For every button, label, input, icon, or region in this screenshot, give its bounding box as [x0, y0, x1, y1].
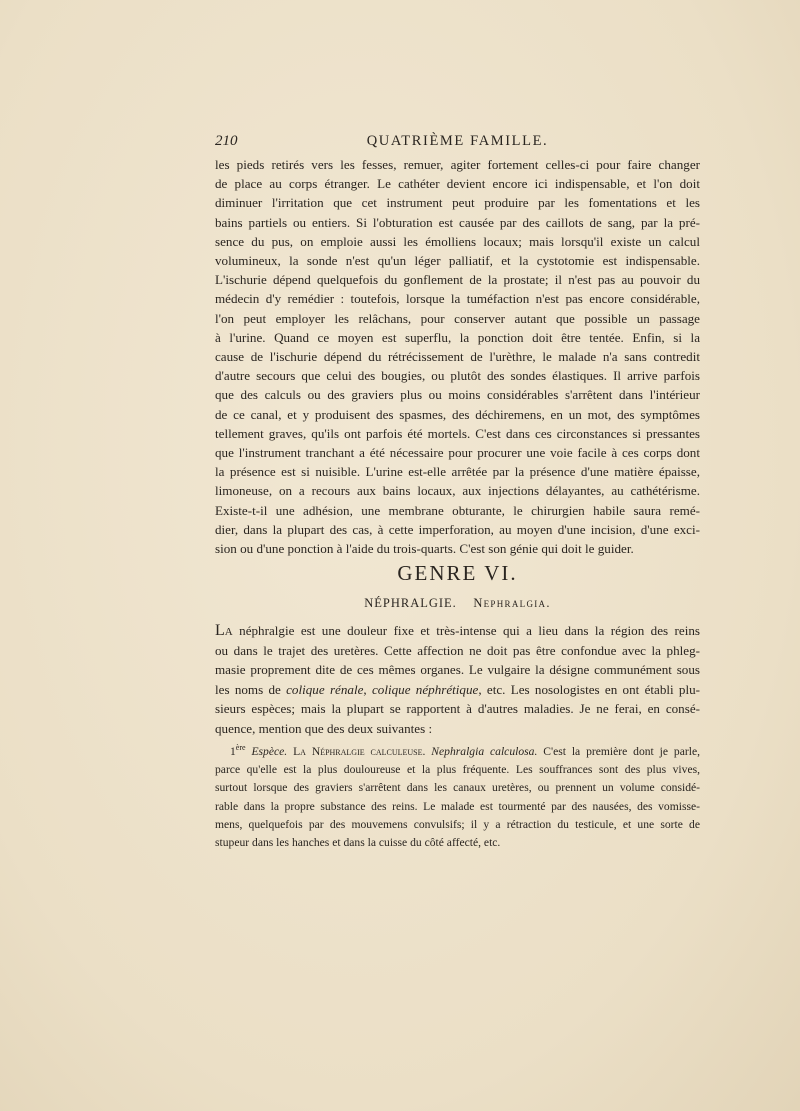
- text-line: limoneuse, on a recours aux bains locaux, aux injections délayantes, au cathétérisme.: [215, 483, 700, 499]
- text-line: L'ischurie dépend quelquefois du gonflement de la prostate; il n'est pas au pouvoir du: [215, 272, 700, 288]
- genre-subtitle: [215, 596, 700, 611]
- text-line: diminuer l'irritation que cet instrument peut produire par les fomentations et les: [215, 195, 700, 211]
- species-title: La Néphralgie calculeuse.: [287, 744, 426, 758]
- text-line: stupeur dans les hanches et dans la cuisse du côté affecté, etc.: [215, 836, 501, 850]
- text-line: la présence est si nuisible. L'urine est-elle arrêtée par la présence d'une matière épaisse,: [215, 464, 700, 480]
- text-line: tellement graves, qu'ils ont parfois été mortels. C'est dans ces circonstances si pressantes: [215, 425, 700, 441]
- text-line: ou dans le trajet des uretères. Cette affection ne doit pas être confondue avec la phleg-: [215, 642, 700, 658]
- text-line: masie proprement dite de ces mêmes organes. Le vulgaire la désigne communément sous: [215, 662, 700, 678]
- paragraph-nephralgie: [215, 621, 700, 739]
- text-line: de ce canal, et y produisent des spasmes, des déchiremens, en un mot, des symptômes: [215, 406, 700, 422]
- text-line: de place au corps étranger. Le cathéter devient encore ici indispensable, et l'on doit: [215, 176, 700, 192]
- text-line: les noms de colique rénale, colique néphrétique, etc. Les nosologistes en ont établi plu-: [215, 681, 700, 697]
- running-head: QUATRIÈME FAMILLE.: [366, 133, 549, 149]
- text-line: d'autre secours que celui des bougies, ou plutôt des sondes élastiques. Il arrive parfois: [215, 368, 700, 384]
- text-line: surtout lorsque des graviers s'arrêtent dans les canaux uretères, ou prennent un volume considé-: [215, 781, 700, 795]
- page-number: 210: [215, 133, 238, 149]
- text-line: l'on peut employer les relâchans, pour conserver autant que possible un passage: [215, 310, 700, 326]
- paragraph-ischurie: [215, 155, 700, 558]
- text-line: volumineux, la sonde n'est qu'un léger palliatif, et la cystotomie est indispensable.: [215, 253, 700, 269]
- italic-term: colique rénale: [286, 681, 364, 697]
- text-line: mens, quelquefois par des mouvemens convulsifs; il y a rétraction du testicule, et une sorte de: [215, 818, 700, 832]
- text-line: médecin d'y remédier : toutefois, lorsque la tuméfaction n'est pas encore considérable,: [215, 291, 700, 307]
- species-label: Espèce.: [245, 744, 288, 758]
- text-line: rable dans la propre substance des reins. Le malade est tourmenté par des nausées, des vomisse-: [215, 799, 700, 813]
- text-line: bains partiels ou entiers. Si l'obturation est causée par des caillots de sang, par la pré-: [215, 214, 700, 230]
- text-line: 1ère Espèce. La Néphralgie calculeuse. Nephralgia calculosa. C'est la première dont je parle,: [230, 743, 700, 758]
- text-line: que des calculs ou des graviers plus ou moins considérables s'arrêtent dans l'intérieur: [215, 387, 700, 403]
- page-header: [215, 133, 700, 153]
- text-line: parce qu'elle est la plus douloureuse et la plus fréquente. Les souffrances sont des plus vives,: [215, 763, 700, 777]
- text-line: Existe-t-il une adhésion, une membrane obturante, le chirurgien habile saura remé-: [215, 502, 700, 518]
- species-number: 1: [230, 744, 236, 758]
- text-line: à l'urine. Quand ce moyen est superflu, la ponction doit être tentée. Enfin, si la: [215, 329, 700, 345]
- text-line: sieurs espèces; mais la plupart se rapportent à d'autres maladies. Je ne ferai, en consé-: [215, 701, 700, 717]
- genre-title: GENRE VI.: [397, 561, 518, 585]
- text-line: les pieds retirés vers les fesses, remuer, agiter fortement celles-ci pour faire changer: [215, 157, 700, 172]
- text-line: que l'instrument tranchant a été nécessaire pour procurer une voie facile à ces corps dont: [215, 445, 700, 461]
- italic-term: colique néphrétique: [371, 681, 479, 697]
- species-latin: Nephralgia calculosa.: [425, 744, 538, 758]
- text-line: quence, mention que des deux suivantes :: [215, 720, 433, 736]
- species-description: [215, 739, 700, 853]
- species-number-sup: ère: [235, 743, 246, 752]
- text-line: sence du pus, on emploie aussi les émolliens locaux; mais lorsqu'il existe un calcul: [215, 233, 700, 249]
- text-line: cause de l'ischurie dépend du rétrécissement de l'urèthre, le malade n'a sans contredit: [215, 349, 700, 365]
- text-line: La néphralgie est une douleur fixe et très-intense qui a lieu dans la région des reins: [215, 622, 700, 639]
- text-line: sion ou d'une ponction à l'aide du trois-quarts. C'est son génie qui doit le guider.: [215, 541, 634, 557]
- drop-cap: La: [215, 622, 233, 639]
- text-line: dier, dans la plupart des cas, à cette imperforation, au moyen d'une incision, d'une exci-: [215, 521, 700, 537]
- subtitle-latin: Nephralgia.: [473, 596, 551, 610]
- subtitle-french: NÉPHRALGIE.: [364, 596, 457, 610]
